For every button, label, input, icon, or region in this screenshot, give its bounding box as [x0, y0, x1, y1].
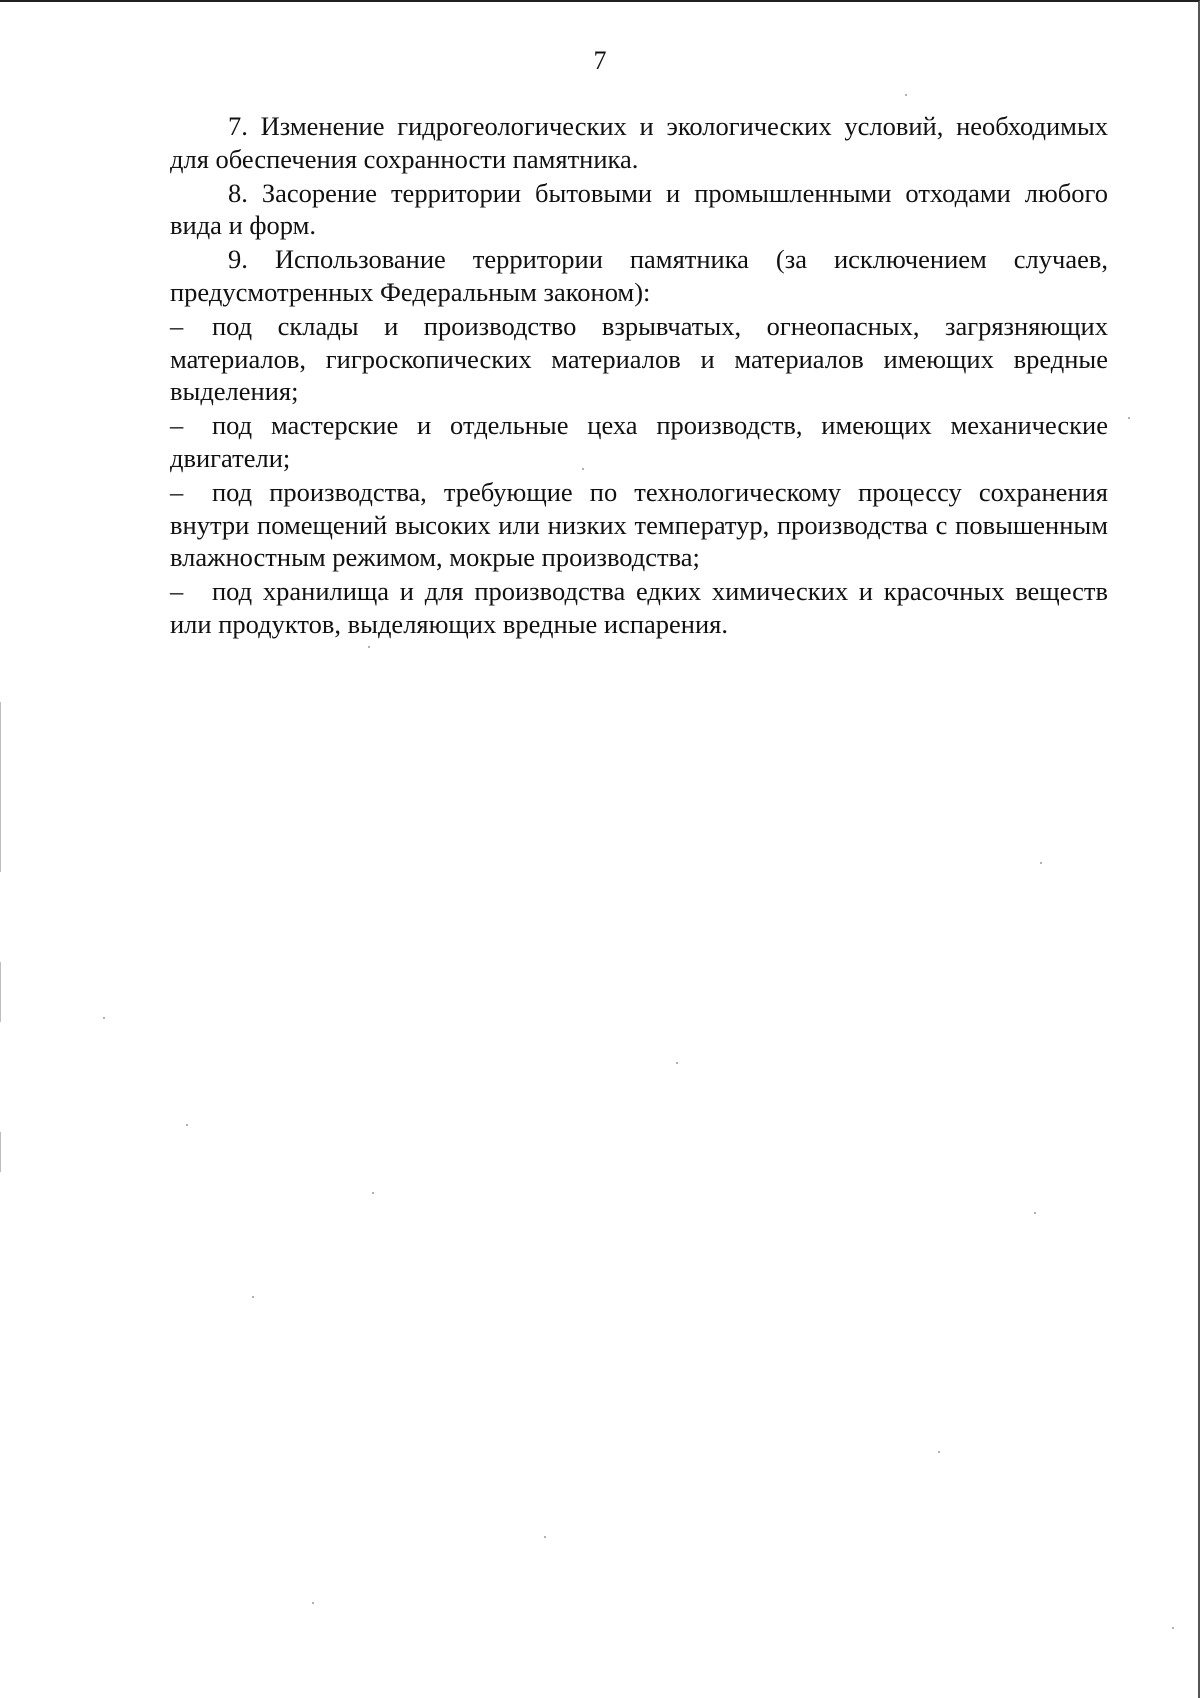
scan-speck — [1172, 1627, 1174, 1629]
scan-speck — [186, 1124, 188, 1126]
scan-speck — [1040, 862, 1042, 864]
document-body — [170, 110, 1108, 641]
scan-speck — [1034, 1212, 1036, 1214]
scan-speck — [368, 646, 370, 648]
scan-speck — [676, 1062, 678, 1064]
bullet-text: под склады и производство взрывчатых, огнеопасных, загрязняющих материалов, гигроскопических материалов и материалов имеющих вредные выделения; — [170, 310, 1108, 407]
bullet-item — [170, 409, 1108, 475]
scan-speck — [372, 1192, 374, 1194]
scan-edge-mark — [0, 702, 1, 872]
scan-speck — [1128, 417, 1130, 419]
numbered-paragraph: 7. Изменение гидрогеологических и экологических условий, необходимых для обеспечения сохранности памятника. — [170, 111, 1108, 174]
numbered-paragraph: 9. Использование территории памятника (за исключением случаев, предусмотренных Федеральным законом): — [170, 244, 1108, 307]
numbered-paragraph: 8. Засорение территории бытовыми и промышленными отходами любого вида и форм. — [170, 177, 1108, 241]
bullet-text: под хранилища и для производства едких химических и красочных веществ или продуктов, выделяющих вредные испарения. — [170, 576, 1108, 639]
bullet-item — [170, 310, 1108, 408]
bullet-item — [170, 476, 1108, 574]
bullet-item — [170, 575, 1108, 641]
dash-marker: – — [170, 576, 184, 607]
scan-speck — [938, 1451, 940, 1453]
bullet-text: под производства, требующие по технологическому процессу сохранения внутри помещений высоких или низких температур, производства с повышенным влажностным режимом, мокрые производства; — [170, 476, 1108, 573]
dash-marker: – — [170, 310, 184, 341]
dash-marker: – — [170, 476, 184, 507]
scan-speck — [103, 1017, 105, 1019]
scan-speck — [312, 1602, 314, 1604]
scan-edge-mark — [0, 962, 1, 1022]
bullet-text: под мастерские и отдельные цеха производств, имеющих механические двигатели; — [170, 410, 1108, 473]
page-number: 7 — [593, 46, 607, 75]
scan-edge-mark — [0, 1132, 1, 1172]
dash-marker: – — [170, 410, 184, 441]
scan-speck — [252, 1296, 254, 1298]
scan-speck — [544, 1536, 546, 1538]
scan-speck — [905, 94, 907, 96]
